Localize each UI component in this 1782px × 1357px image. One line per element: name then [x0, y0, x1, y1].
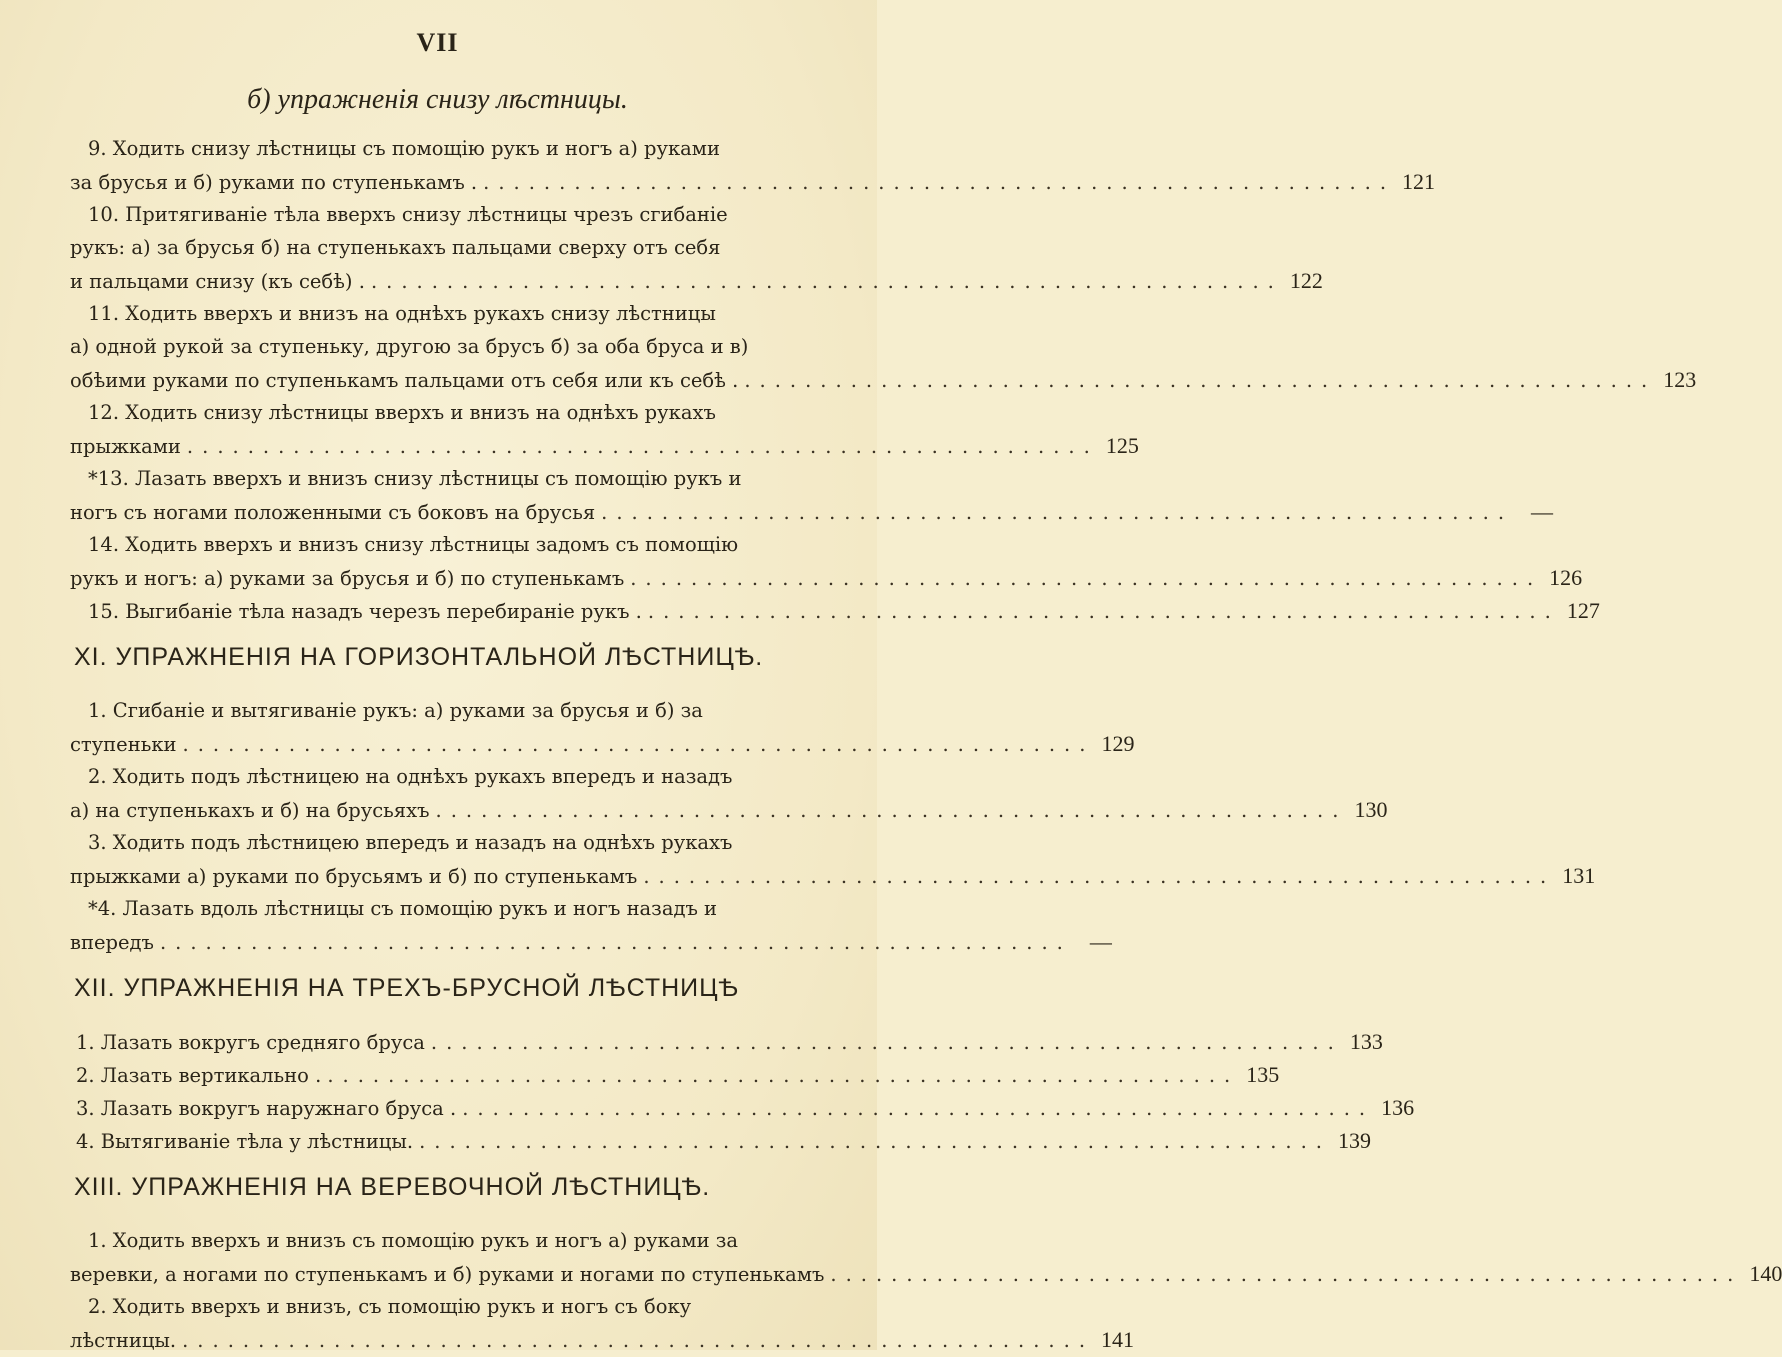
toc-entry-last-line [70, 1124, 1371, 1157]
page-number: VII [416, 28, 459, 57]
toc-list-section-xiii [70, 1224, 1782, 1356]
toc-entry-line: 11. Ходить вверхъ и внизъ на однѣхъ рукахъ снизу лѣстницы [88, 302, 716, 325]
toc-entry [70, 760, 1388, 826]
toc-entry-line: *13. Лазать вверхъ и внизъ снизу лѣстницы съ помощію рукъ и [88, 467, 742, 490]
toc-entry [70, 396, 1139, 462]
dot-leader: ............................................................ [435, 799, 1348, 822]
toc-entry [70, 1290, 1135, 1356]
toc-entry [70, 1124, 1371, 1157]
toc-entry [70, 1058, 1280, 1091]
section-title-xii: XII. УПРАЖНЕНІЯ НА ТРЕХЪ-БРУСНОЙ ЛѢСТНИЦѢ [74, 974, 740, 1002]
toc-entry [70, 528, 1583, 594]
toc-page-number: 125 [1105, 433, 1139, 458]
toc-entry [70, 1224, 1782, 1290]
toc-entry-last-line [70, 925, 1112, 958]
dot-leader: ............................................................ [830, 1263, 1743, 1286]
toc-page-number: 126 [1549, 565, 1583, 590]
toc-entry-text: ступеньки [70, 733, 177, 756]
toc-entry-last-line [70, 495, 1554, 528]
toc-entry [70, 594, 1600, 627]
toc-entry-line: 1. Ходить вверхъ и внизъ съ помощію рукъ и ногъ а) руками за [88, 1229, 739, 1252]
toc-entry-last-line [70, 1091, 1415, 1124]
dot-leader: ............................................................ [630, 567, 1543, 590]
toc-page-number: 139 [1338, 1128, 1371, 1153]
toc-entry-line: 12. Ходить снизу лѣстницы вверхъ и внизъ на однѣхъ рукахъ [88, 401, 716, 424]
toc-page-number: 136 [1381, 1095, 1415, 1120]
dot-leader: ............................................................ [643, 865, 1556, 888]
toc-entry-text: 3. Лазать вокругъ наружнаго бруса . [76, 1097, 457, 1120]
dot-leader: ............................................................ [601, 501, 1514, 524]
toc-entry-last-line [70, 264, 1323, 297]
section-title-xiii: XIII. УПРАЖНЕНІЯ НА ВЕРЕВОЧНОЙ ЛѢСТНИЦѢ. [74, 1173, 711, 1201]
dot-leader: ............................................................ [430, 1031, 1343, 1054]
dot-leader: ............................................................ [182, 1329, 1095, 1352]
toc-entry-last-line [70, 1323, 1135, 1356]
toc-entry-line: 10. Притягиваніе тѣла вверхъ снизу лѣстницы чрезъ сгибаніе [88, 203, 728, 226]
toc-entry-line: 9. Ходить снизу лѣстницы съ помощію рукъ и ногъ а) руками [88, 137, 720, 160]
toc-entry-last-line [70, 727, 1135, 760]
toc-page-number: 127 [1566, 598, 1600, 623]
toc-entry-text: рукъ и ногъ: а) руками за брусья и б) по ступенькамъ [70, 567, 625, 590]
subsection-title: б) упражненія снизу лѣстницы. [247, 84, 628, 115]
dot-leader: ............................................................ [462, 1097, 1375, 1120]
toc-entry [70, 826, 1596, 892]
dot-leader: ............................................................ [419, 1130, 1331, 1153]
toc-entry [70, 1091, 1415, 1124]
toc-page-number: 121 [1402, 169, 1436, 194]
section-title-xi: XI. УПРАЖНЕНІЯ НА ГОРИЗОНТАЛЬНОЙ ЛѢСТНИЦѢ. [74, 643, 764, 671]
toc-entry [70, 1025, 1383, 1058]
toc-entry-text: лѣстницы. [70, 1329, 177, 1352]
toc-entry-last-line [70, 793, 1388, 826]
toc-entry-text: ногъ съ ногами положенными съ боковъ на брусья [70, 501, 596, 524]
toc-entry-text: 4. Вытягиваніе тѣла у лѣстницы. [76, 1130, 414, 1153]
toc-entry-last-line [70, 1257, 1782, 1290]
toc-list-section-xii [70, 1025, 1415, 1157]
dot-leader: ............................................................ [327, 1064, 1240, 1087]
toc-entry-text: 1. Лазать вокругъ средняго бруса [76, 1031, 425, 1054]
toc-page-number: — [1531, 499, 1554, 524]
toc-entry-text: прыжками а) руками по брусьямъ и б) по ступенькамъ [70, 865, 638, 888]
toc-entry [70, 892, 1112, 958]
toc-list-section-xi [70, 694, 1596, 958]
toc-entry [70, 694, 1135, 760]
toc-entry-line: 1. Сгибаніе и вытягиваніе рукъ: а) руками за брусья и б) за [88, 699, 703, 722]
dot-leader: ............................................................ [186, 435, 1099, 458]
toc-entry [70, 198, 1323, 297]
toc-entry-last-line [70, 429, 1139, 462]
toc-entry-text: веревки, а ногами по ступенькамъ и б) руками и ногами по ступенькамъ [70, 1263, 825, 1286]
dot-leader: ............................................................ [744, 369, 1657, 392]
toc-entry-text: 2. Лазать вертикально . [76, 1064, 322, 1087]
toc-entry-text: прыжками [70, 435, 181, 458]
toc-entry-last-line [70, 1058, 1280, 1091]
toc-entry-text: обѣими руками по ступенькамъ пальцами отъ себя или къ себѣ . [70, 369, 739, 392]
toc-entry-text: и пальцами снизу (къ себѣ) . [70, 270, 365, 293]
toc-entry-last-line [70, 1025, 1383, 1058]
toc-entry-last-line [70, 165, 1436, 198]
dot-leader: ............................................................ [159, 931, 1072, 954]
toc-page-number: — [1089, 929, 1112, 954]
toc-entry-line: а) одной рукой за ступеньку, другою за брусъ б) за оба бруса и в) [70, 335, 749, 358]
toc-entry-last-line [70, 561, 1583, 594]
toc-page-number: 141 [1101, 1327, 1135, 1352]
toc-page-number: 131 [1562, 863, 1596, 888]
toc-entry-text: а) на ступенькахъ и б) на брусьяхъ [70, 799, 430, 822]
toc-list-group-b [70, 132, 1697, 627]
toc-page-number: 123 [1663, 367, 1697, 392]
toc-entry-line: рукъ: а) за брусья б) на ступенькахъ пальцами сверху отъ себя [70, 236, 721, 259]
toc-entry-line: 14. Ходить вверхъ и внизъ снизу лѣстницы задомъ съ помощію [88, 533, 739, 556]
toc-entry-last-line [70, 594, 1600, 627]
dot-leader: ............................................................ [647, 600, 1560, 623]
toc-entry-line: *4. Лазать вдоль лѣстницы съ помощію рукъ и ногъ назадъ и [88, 897, 718, 920]
toc-entry [70, 132, 1436, 198]
toc-entry [70, 297, 1697, 396]
toc-page-number: 129 [1101, 731, 1135, 756]
toc-page-number: 135 [1246, 1062, 1280, 1087]
dot-leader: ............................................................ [483, 171, 1396, 194]
dot-leader: ............................................................ [182, 733, 1095, 756]
dot-leader: ............................................................ [370, 270, 1283, 293]
toc-entry-last-line [70, 363, 1697, 396]
toc-entry-text: за брусья и б) руками по ступенькамъ . [70, 171, 478, 194]
toc-entry-text: впередъ [70, 931, 154, 954]
toc-page-number: 140 [1749, 1261, 1782, 1286]
toc-entry-line: 2. Ходить подъ лѣстницею на однѣхъ рукахъ впередъ и назадъ [88, 765, 733, 788]
toc-page-number: 130 [1354, 797, 1388, 822]
toc-entry-line: 3. Ходить подъ лѣстницею впередъ и назадъ на однѣхъ рукахъ [88, 831, 733, 854]
toc-entry-text: 15. Выгибаніе тѣла назадъ черезъ перебираніе рукъ . [88, 600, 642, 623]
toc-entry-line: 2. Ходить вверхъ и внизъ, съ помощію рукъ и ногъ съ боку [88, 1295, 692, 1318]
toc-entry-last-line [70, 859, 1596, 892]
toc-entry [70, 462, 1554, 528]
toc-page-number: 133 [1349, 1029, 1383, 1054]
toc-page-number: 122 [1289, 268, 1323, 293]
